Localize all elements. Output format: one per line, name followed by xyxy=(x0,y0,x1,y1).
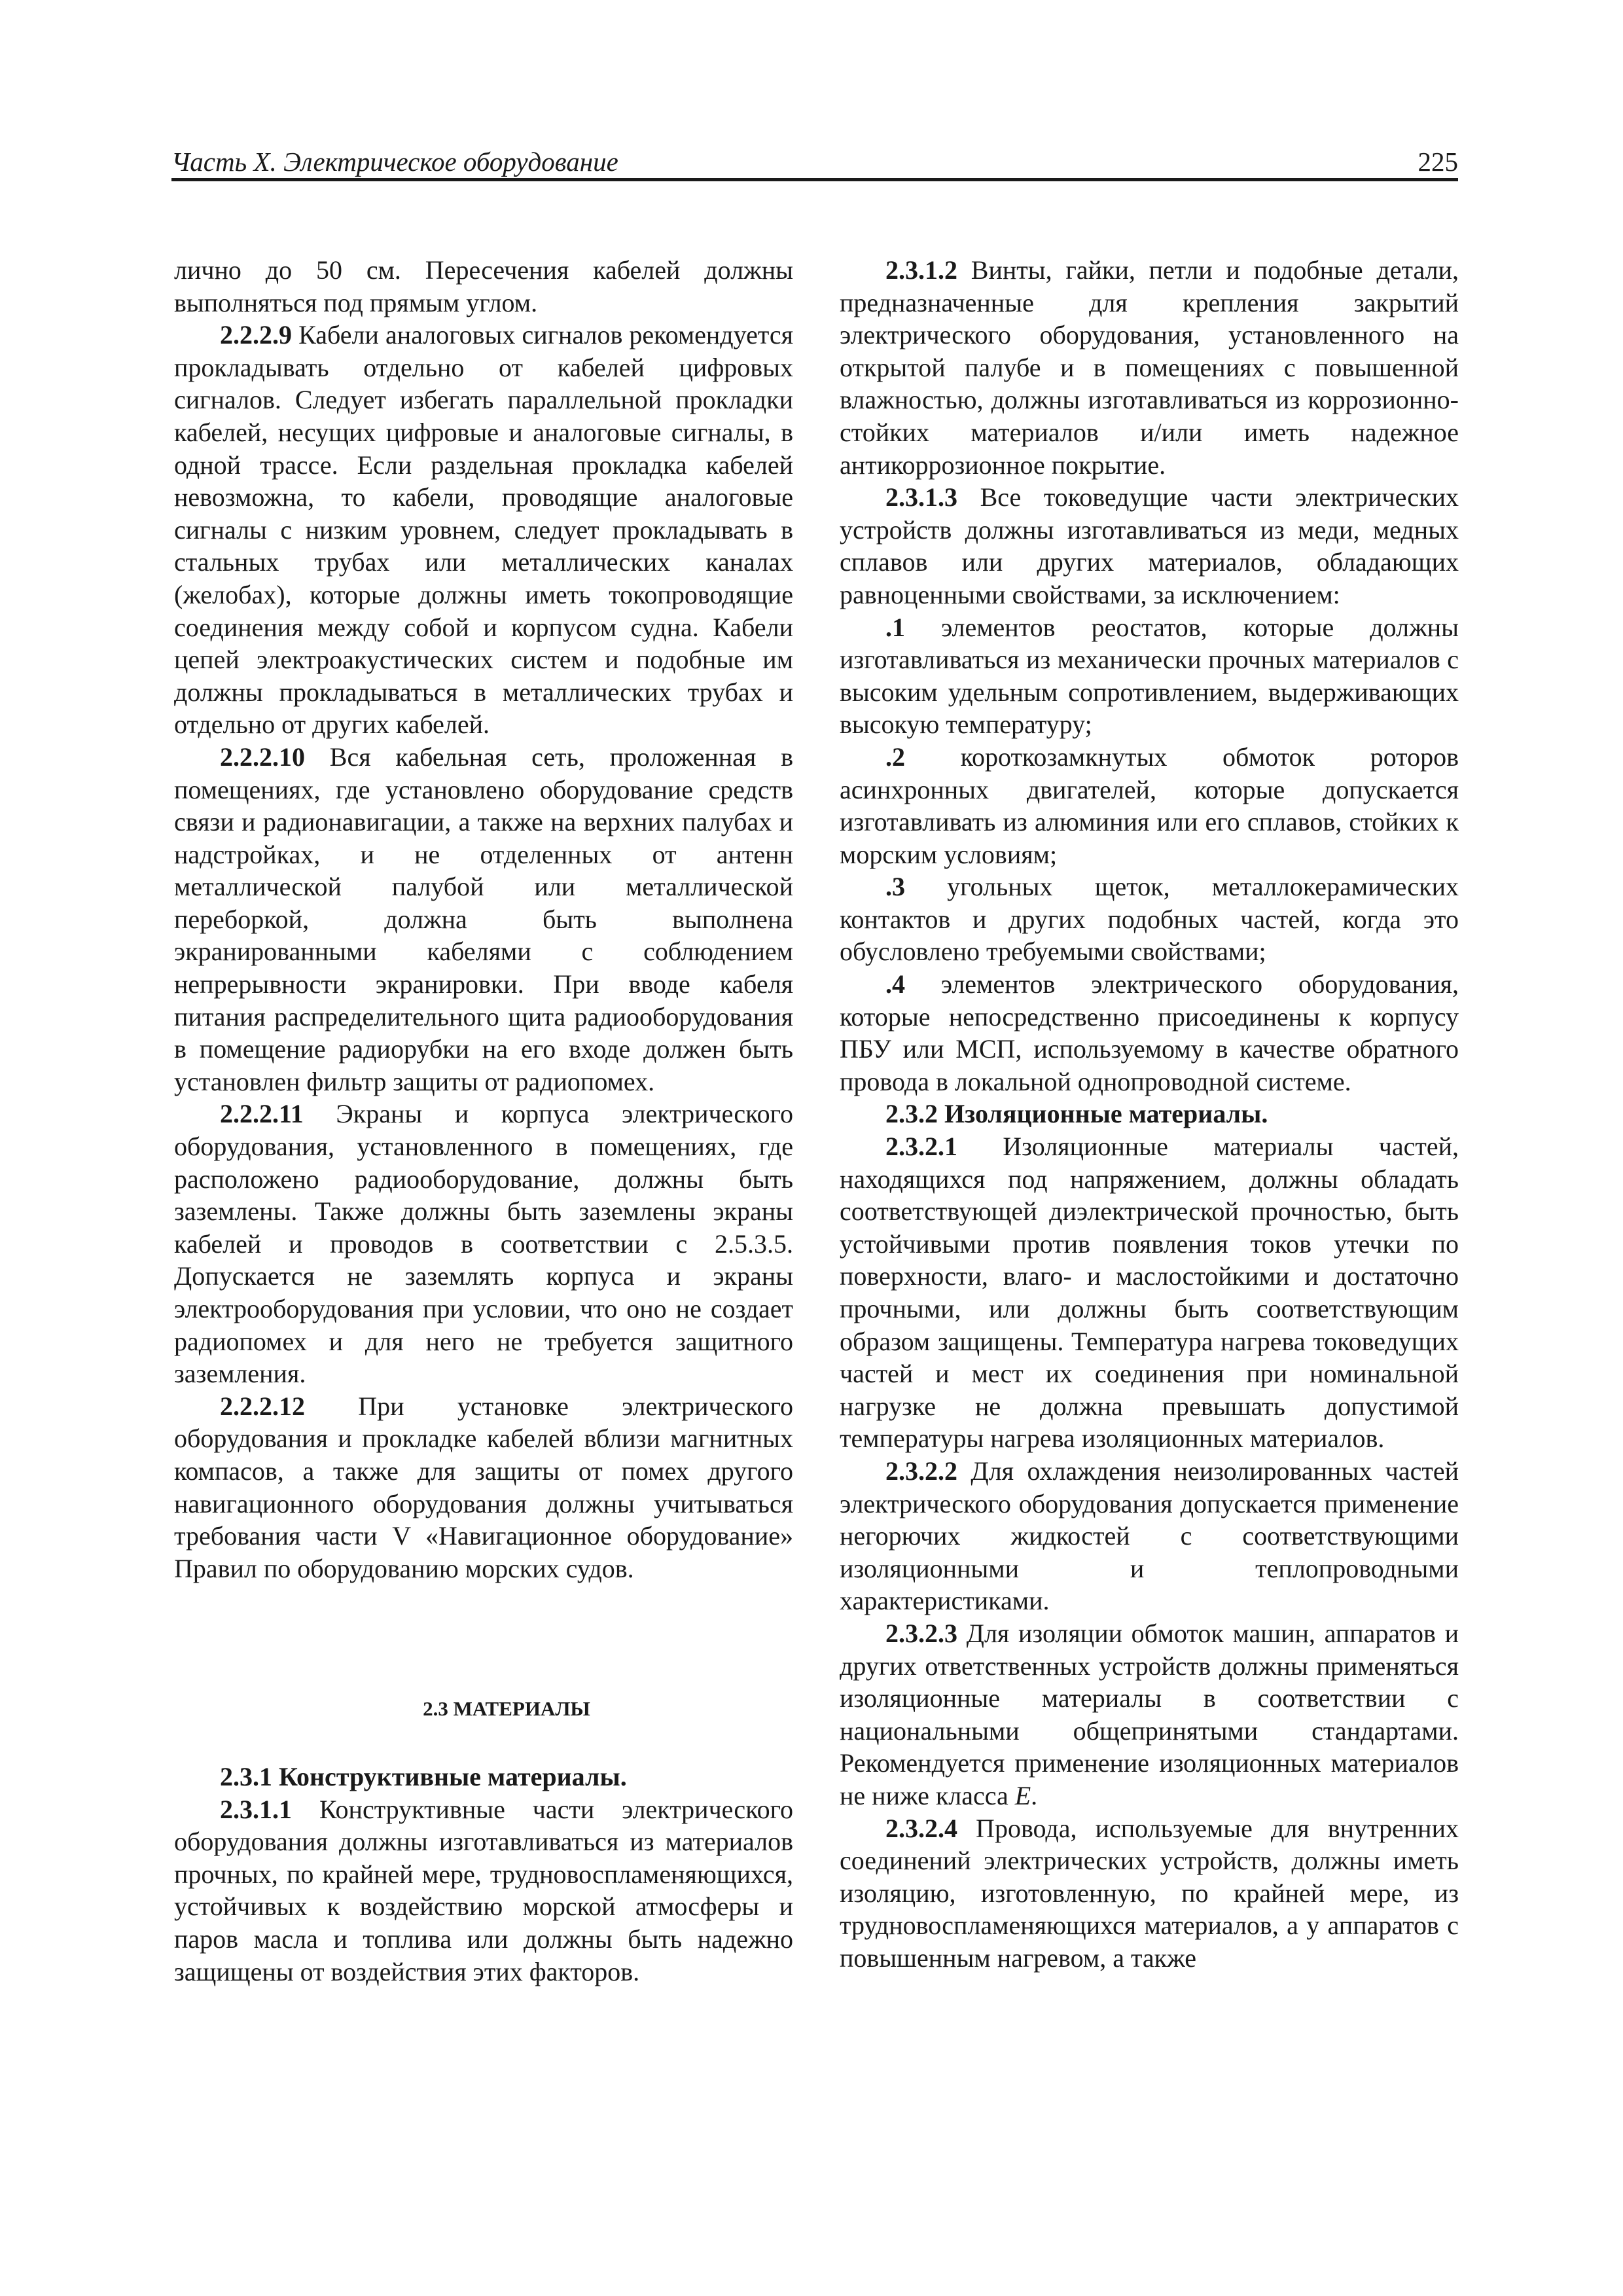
paragraph-2-2-2-10 xyxy=(174,741,793,1098)
clause-number: 2.3.1.1 xyxy=(220,1794,292,1824)
running-header xyxy=(171,145,1458,181)
clause-text: Для охлаждения неизолированных частей электрического оборудования допускается применение негорючих жидкостей с соответствующими изоляционными и теплопроводными характеристиками. xyxy=(840,1456,1459,1616)
section-title: 2.3 МАТЕРИАЛЫ xyxy=(423,1697,590,1721)
clause-text: Провода, используемые для внутренних соединений электрических устройств, должны иметь изоляцию, изготовленную, по крайней мере, из трудновоспламеняющихся материалов, а у аппаратов с повышенным нагревом, а также xyxy=(840,1813,1459,1973)
clause-number: 2.3.2.2 xyxy=(885,1456,957,1486)
paragraph-continuation: лично до 50 см. Пересечения кабелей должны выполняться под прямым углом. xyxy=(174,255,793,317)
clause-number: 2.3.1.3 xyxy=(885,482,957,512)
item-number: .4 xyxy=(885,969,905,999)
clause-text: Винты, гайки, петли и подобные детали, предназначенные для крепления закрытий электрического оборудования, установленного на открытой палубе и в помещениях с повышенной влажностью, должны изготавливаться из коррозионно-стойких материалов и/или иметь надежное антикоррозионное покрытие. xyxy=(840,255,1459,480)
item-text: элементов реостатов, которые должны изготавливаться из механически прочных материалов с высоким удельным сопротивлением, выдерживающих высокую температуру; xyxy=(840,612,1459,740)
clause-text: Кабели аналоговых сигналов рекомендуется прокладывать отдельно от кабелей цифровых сигналов. Следует избегать параллельной прокладки кабелей, несущих цифровые и аналоговые сигналы, в одной трассе. Если раздельная прокладка кабелей невозможна, то кабели, проводящие аналоговые сигналы с низким уровнем, следует прокладывать в стальных трубах или металлических каналах (желобах), которые должны иметь токопроводящие соединения между собой и корпусом судна. Кабели цепей электроакустических систем и подобные им должны прокладываться в металлических трубах и отдельно от других кабелей. xyxy=(174,320,793,740)
clause-text: Для изоляции обмоток машин, аппаратов и других ответственных устройств должны применяться изоляционные материалы в соответствии с национальными общепринятыми стандартами. Рекомендуется применение изоляционных материалов не ниже класса xyxy=(840,1618,1459,1810)
clause-number: 2.3.2.4 xyxy=(885,1813,957,1843)
paragraph-2-3-1-3 xyxy=(840,481,1459,611)
item-text: элементов электрического оборудования, которые непосредственно присоединены к корпусу ПБУ или МСП, используемому в качестве обратного провода в локальной однопроводной системе. xyxy=(840,969,1459,1096)
clause-text: Конструктивные части электрического оборудования должны изготавливаться из материалов прочных, по крайней мере, трудновоспламеняющихся, устойчивых к воздействию морской атмосферы и паров масла и топлива или должны быть надежно защищены от воздействия этих факторов. xyxy=(174,1794,793,1986)
clause-number: 2.2.2.9 xyxy=(220,320,292,350)
list-item xyxy=(840,968,1459,1098)
list-item xyxy=(840,611,1459,741)
clause-text: Экраны и корпуса электрического оборудования, установленного в помещениях, где расположено радиооборудование, должны быть заземлены. Также должны быть заземлены экраны кабелей и проводов в соответствии с 2.5.3.5. Допускается не заземлять корпуса и экраны электрооборудования при условии, что оно не создает радиопомех и для него не требуется защитного заземления. xyxy=(174,1099,793,1389)
clause-tail: . xyxy=(1031,1780,1038,1810)
clause-text: При установке электрического оборудования и прокладке кабелей вблизи магнитных компасов, а также для защиты от помех другого навигационного оборудования должны учитываться требования части V «Навигационное оборудование» Правил по оборудованию морских судов. xyxy=(174,1391,793,1583)
page-number: 225 xyxy=(1418,147,1458,177)
clause-number: 2.2.2.12 xyxy=(220,1391,305,1421)
clause-number: 2.3.1.2 xyxy=(885,255,957,285)
paragraph-2-3-1-2 xyxy=(840,254,1459,481)
paragraph-2-2-2-9 xyxy=(174,319,793,741)
paragraph-2-3-2-3 xyxy=(840,1617,1459,1812)
left-column xyxy=(174,254,793,1988)
paragraph-2-3-1-1 xyxy=(174,1793,793,1988)
paragraph-2-2-2-11 xyxy=(174,1098,793,1390)
clause-text: Вся кабельная сеть, проложенная в помещениях, где установлено оборудование средств связи и радионавигации, а также на верхних палубах и надстройках, и не отделенных от антенн металлической палубой или металлической переборкой, должна быть выполнена экранированными кабелями с соблюдением непрерывности экранировки. При вводе кабеля питания распределительного щита радиооборудования в помещение радиорубки на его входе должен быть установлен фильтр защиты от радиопомех. xyxy=(174,742,793,1096)
list-item xyxy=(840,741,1459,870)
clause-number: 2.2.2.10 xyxy=(220,742,305,772)
clause-text: Изоляционные материалы частей, находящихся под напряжением, должны обладать соответствующей диэлектрической прочностью, быть устойчивыми против появления токов утечки по поверхности, влаго- и маслостойкими и достаточно прочными, или должны быть соответствующим образом защищены. Температура нагрева токоведущих частей и мест их соединения при номинальной нагрузке не должна превышать допустимой температуры нагрева изоляционных материалов. xyxy=(840,1132,1459,1454)
subsection-heading: 2.3.2 Изоляционные материалы. xyxy=(885,1099,1268,1129)
insulation-class: E xyxy=(1014,1780,1031,1810)
item-number: .1 xyxy=(885,612,905,642)
paragraph-2-3-2-4 xyxy=(840,1812,1459,1975)
item-number: .3 xyxy=(885,872,905,902)
item-number: .2 xyxy=(885,742,905,772)
clause-number: 2.3.2.1 xyxy=(885,1132,957,1162)
clause-number: 2.3.2.3 xyxy=(885,1618,957,1648)
right-column xyxy=(840,254,1459,1974)
list-item xyxy=(840,870,1459,968)
paragraph-2-2-2-12 xyxy=(174,1390,793,1585)
item-text: короткозамкнутых обмоток роторов асинхронных двигателей, которые допускается изготавливать из алюминия или его сплавов, стойких к морским условиям; xyxy=(840,742,1459,869)
header-title: Часть X. Электрическое оборудование xyxy=(171,147,618,177)
paragraph-2-3-2-1 xyxy=(840,1130,1459,1455)
clause-text: Все токоведущие части электрических устройств должны изготавливаться из меди, медных сплавов или других материалов, обладающих равноценными свойствами, за исключением: xyxy=(840,482,1459,609)
item-text: угольных щеток, металлокерамических контактов и других подобных частей, когда это обусловлено требуемыми свойствами; xyxy=(840,872,1459,967)
clause-number: 2.2.2.11 xyxy=(220,1099,304,1129)
subsection-heading: 2.3.1 Конструктивные материалы. xyxy=(220,1761,627,1791)
paragraph-2-3-2-2 xyxy=(840,1455,1459,1617)
